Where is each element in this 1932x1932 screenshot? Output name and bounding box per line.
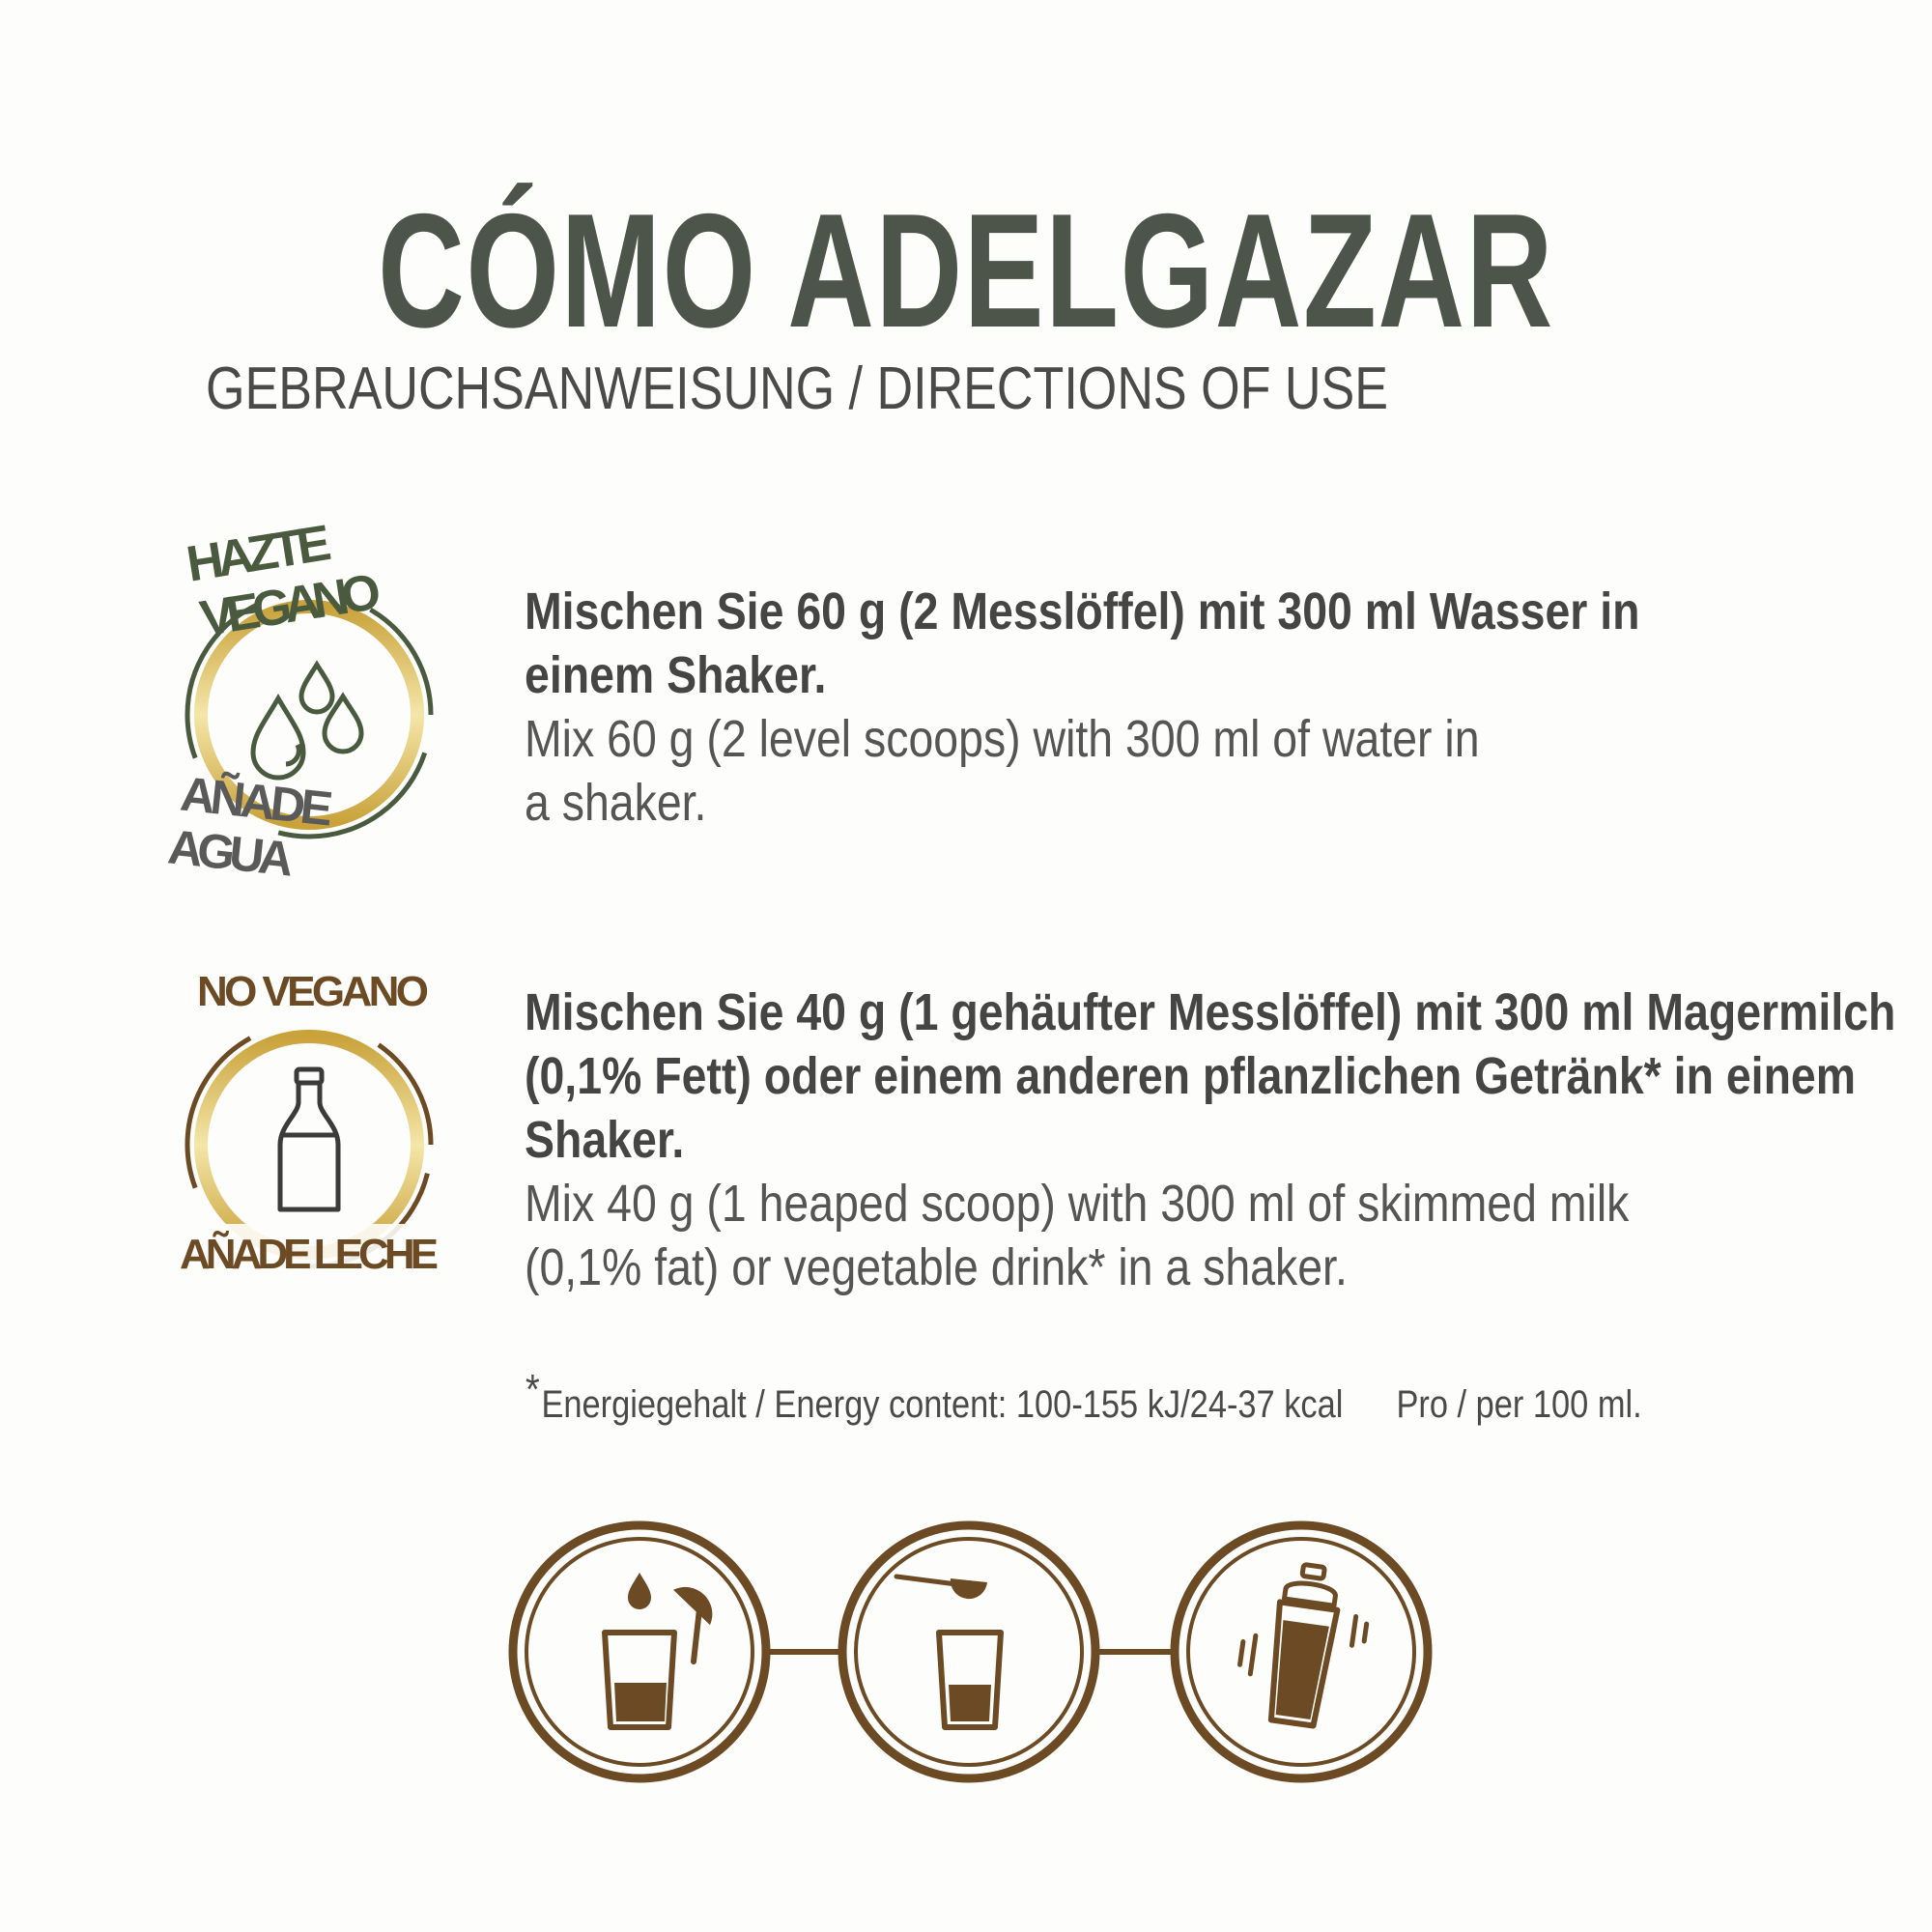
svg-text:VEGANO: VEGANO — [196, 563, 385, 648]
pour-liquid-icon — [605, 1573, 723, 1727]
step-scoop — [842, 1525, 1095, 1778]
step-shake — [1175, 1525, 1428, 1778]
non-vegan-badge — [164, 961, 454, 1290]
footnote-per: Pro / per 100 ml. — [1396, 1383, 1642, 1426]
footnote-asterisk: * — [526, 1366, 540, 1413]
svg-text:AGUA: AGUA — [165, 819, 297, 887]
vegan-bottom-text — [165, 766, 335, 891]
preparation-steps — [0, 1517, 1932, 1811]
instruction-water-de-line: einem Shaker. — [525, 646, 827, 704]
instruction-milk — [525, 980, 1895, 1299]
scoop-powder-icon — [896, 1577, 1001, 1727]
step-pour — [513, 1525, 766, 1778]
water-drops-icon — [253, 665, 361, 778]
instruction-milk-de-line: (0,1% Fett) oder einem anderen pflanzlichen Getränk* in einem — [525, 1047, 1857, 1105]
instruction-milk-en-line: Mix 40 g (1 heaped scoop) with 300 ml of skimmed milk — [525, 1175, 1630, 1233]
non-vegan-bottom-text: AÑADE LECHE — [180, 1231, 439, 1278]
footnote-energy: Energiegehalt / Energy content: 100-155 kJ/24-37 kcal — [541, 1383, 1344, 1426]
instruction-milk-de-line: Mischen Sie 40 g (1 gehäufter Messlöffel) mit 300 ml Magermilch — [525, 983, 1896, 1041]
vegan-badge — [164, 507, 454, 894]
vegan-top-text — [183, 508, 384, 648]
instruction-water-en-line: a shaker. — [525, 774, 707, 832]
instruction-milk-de-line: Shaker. — [525, 1111, 685, 1169]
page-subtitle: GEBRAUCHSANWEISUNG / DIRECTIONS OF USE — [206, 355, 1389, 422]
non-vegan-top-text: NO VEGANO — [197, 968, 429, 1015]
svg-text:AÑADE: AÑADE — [178, 766, 336, 837]
svg-text:HAZTE: HAZTE — [183, 514, 335, 593]
shaker-icon — [1233, 1557, 1374, 1731]
instruction-water-de-line: Mischen Sie 60 g (2 Messlöffel) mit 300 ml Wasser in — [525, 582, 1640, 640]
instruction-water-en-line: Mix 60 g (2 level scoops) with 300 ml of water in — [525, 710, 1480, 768]
instruction-milk-en-line: (0,1% fat) or vegetable drink* in a shaker. — [525, 1238, 1348, 1296]
energy-footnote — [526, 1366, 1642, 1427]
instruction-water — [525, 580, 1640, 835]
milk-bottle-icon — [280, 1069, 338, 1209]
page-title: CÓMO ADELGAZAR — [378, 180, 1554, 361]
